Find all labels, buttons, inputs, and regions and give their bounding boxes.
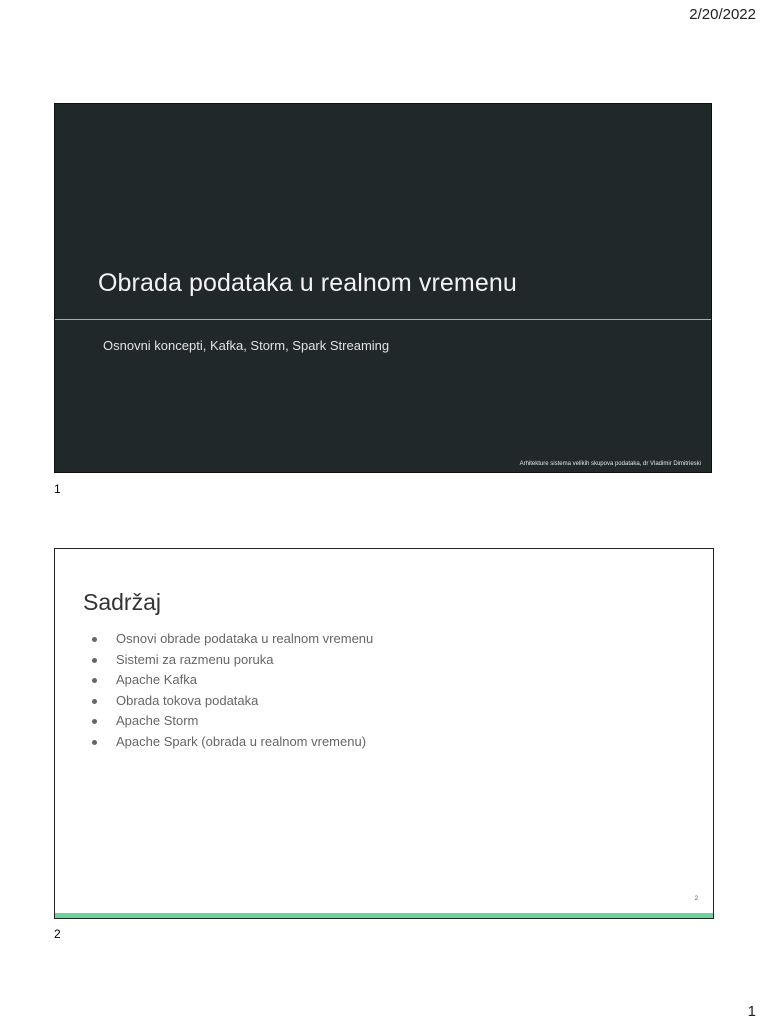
slide-index-1: 1 [54, 482, 61, 496]
slide-footer: Arhitekture sistema velikih skupova podataka, dr Vladimir Dimitrieski [519, 461, 701, 467]
bullet-icon [92, 637, 97, 642]
list-item [83, 732, 373, 753]
bullet-icon [92, 740, 97, 745]
list-item [83, 629, 373, 650]
list-item [83, 691, 373, 712]
list-item-text: Sistemi za razmenu poruka [116, 651, 274, 667]
slide-index-2: 2 [54, 927, 61, 941]
list-item-text: Apache Kafka [116, 672, 197, 688]
list-item [83, 711, 373, 732]
page-number: 1 [747, 1003, 756, 1020]
bottom-accent-bar [55, 913, 713, 918]
bullet-icon [92, 719, 97, 724]
slide-title: Sadržaj [83, 589, 161, 615]
bullet-icon [92, 658, 97, 663]
list-item-text: Apache Storm [116, 713, 199, 729]
slide-title: Obrada podataka u realnom vremenu [98, 269, 517, 297]
title-slide [54, 103, 712, 473]
slide-number: 2 [694, 896, 698, 902]
contents-list [83, 629, 373, 753]
contents-slide [54, 548, 714, 919]
list-item-text: Obrada tokova podataka [116, 692, 259, 708]
list-item [83, 650, 373, 671]
accent-divider [55, 319, 711, 320]
page-date: 2/20/2022 [689, 6, 756, 23]
bullet-icon [92, 699, 97, 704]
list-item [83, 670, 373, 691]
bullet-icon [92, 678, 97, 683]
list-item-text: Osnovi obrade podataka u realnom vremenu [116, 631, 374, 646]
slide-subtitle: Osnovni koncepti, Kafka, Storm, Spark Streaming [103, 338, 390, 353]
list-item-text: Apache Spark (obrada u realnom vremenu) [116, 733, 367, 749]
